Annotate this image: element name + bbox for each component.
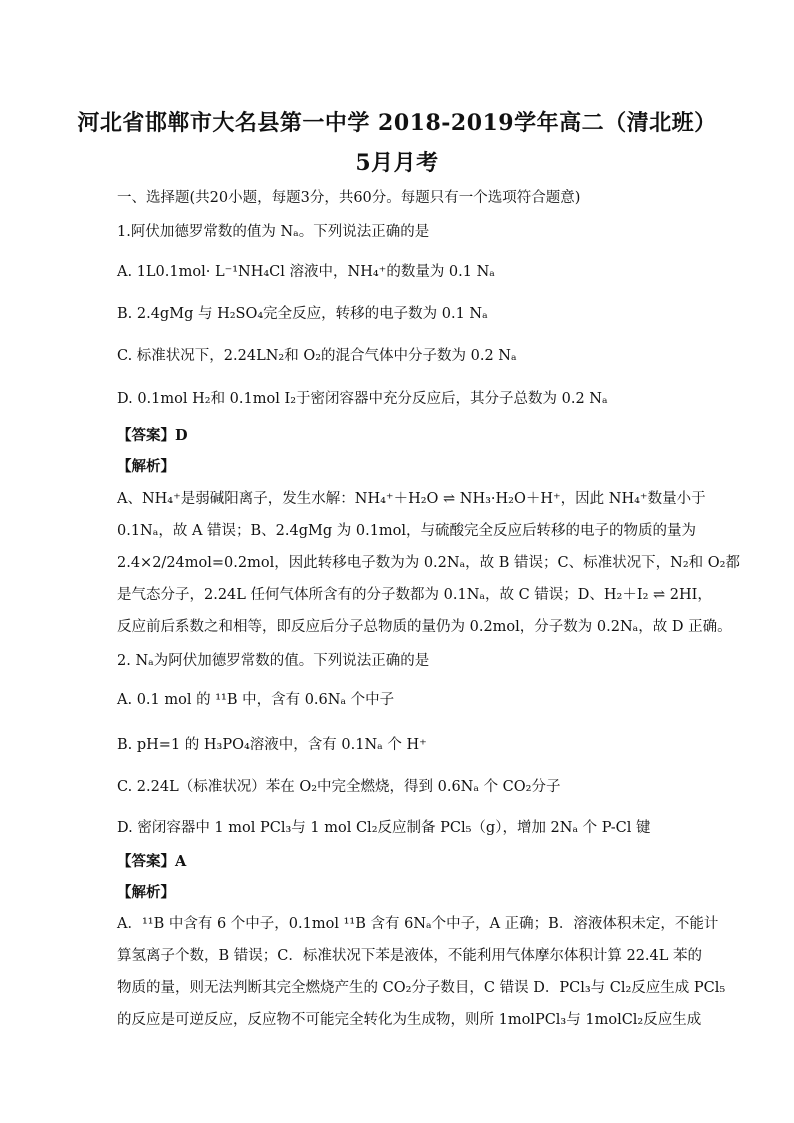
q2-option-c: C. 2.24L（标准状况）苯在 O₂中完全燃烧，得到 0.6Nₐ 个 CO₂分子 (117, 779, 561, 795)
q1-option-b: B. 2.4gMg 与 H₂SO₄完全反应，转移的电子数为 0.1 Nₐ (117, 306, 488, 322)
q2-analysis-heading: 【解析】 (117, 884, 175, 901)
q1-option-d: D. 0.1mol H₂和 0.1mol I₂于密闭容器中充分反应后，其分子总数为 0.2 Nₐ (117, 391, 608, 407)
document-subtitle: 5月月考 (355, 150, 439, 176)
q1-analysis-line: 0.1Nₐ，故 A 错误；B、2.4gMg 为 0.1mol，与硫酸完全反应后转移的电子的物质的量为 (117, 523, 697, 539)
q1-analysis-heading: 【解析】 (117, 458, 175, 475)
q2-analysis-line: A．¹¹B 中含有 6 个中子，0.1mol ¹¹B 含有 6Nₐ个中子，A 正确；B．溶液体积未定，不能计 (117, 916, 719, 932)
q2-answer: 【答案】A (117, 853, 187, 870)
q2-analysis-line: 的反应是可逆反应，反应物不可能完全转化为生成物，则所 1molPCl₃与 1molCl₂反应生成 (117, 1012, 702, 1028)
q1-option-a: A. 1L0.1mol· L⁻¹NH₄Cl 溶液中，NH₄⁺的数量为 0.1 Nₐ (117, 264, 495, 280)
q2-option-a: A. 0.1 mol 的 ¹¹B 中，含有 0.6Nₐ 个中子 (117, 692, 395, 708)
q1-analysis-line: 2.4×2/24mol=0.2mol，因此转移电子数为为 0.2Nₐ，故 B 错误；C、标准状况下，N₂和 O₂都 (117, 555, 740, 571)
q1-answer: 【答案】D (117, 427, 188, 444)
q1-analysis-line: 是气态分子，2.24L 任何气体所含有的分子数都为 0.1Nₐ，故 C 错误；D、H₂＋I₂ ⇌ 2HI， (117, 587, 712, 603)
q1-option-c: C. 标准状况下，2.24LN₂和 O₂的混合气体中分子数为 0.2 Nₐ (117, 348, 517, 364)
q1-analysis-line: A、NH₄⁺是弱碱阳离子，发生水解：NH₄⁺＋H₂O ⇌ NH₃·H₂O＋H⁺，因此 NH₄⁺数量小于 (117, 491, 706, 507)
section-heading: 一、选择题(共20小题，每题3分，共60分。每题只有一个选项符合题意) (117, 190, 581, 206)
q2-option-d: D. 密闭容器中 1 mol PCl₃与 1 mol Cl₂反应制备 PCl₅（g），增加 2Nₐ 个 P-Cl 键 (117, 820, 651, 836)
q1-analysis-line: 反应前后系数之和相等，即反应后分子总物质的量仍为 0.2mol，分子数为 0.2Nₐ，故 D 正确。 (117, 619, 732, 635)
q1-stem: 1.阿伏加德罗常数的值为 Nₐ。下列说法正确的是 (117, 224, 430, 240)
document-title: 河北省邯郸市大名县第一中学 2018-2019学年高二（清北班） (77, 110, 717, 136)
q2-option-b: B. pH=1 的 H₃PO₄溶液中，含有 0.1Nₐ 个 H⁺ (117, 737, 427, 753)
q2-analysis-line: 算氢离子个数，B 错误；C．标准状况下苯是液体，不能利用气体摩尔体积计算 22.4L 苯的 (117, 948, 702, 964)
q2-analysis-line: 物质的量，则无法判断其完全燃烧产生的 CO₂分子数目，C 错误 D．PCl₃与 Cl₂反应生成 PCl₅ (117, 980, 726, 996)
q2-stem: 2. Nₐ为阿伏加德罗常数的值。下列说法正确的是 (117, 653, 430, 669)
